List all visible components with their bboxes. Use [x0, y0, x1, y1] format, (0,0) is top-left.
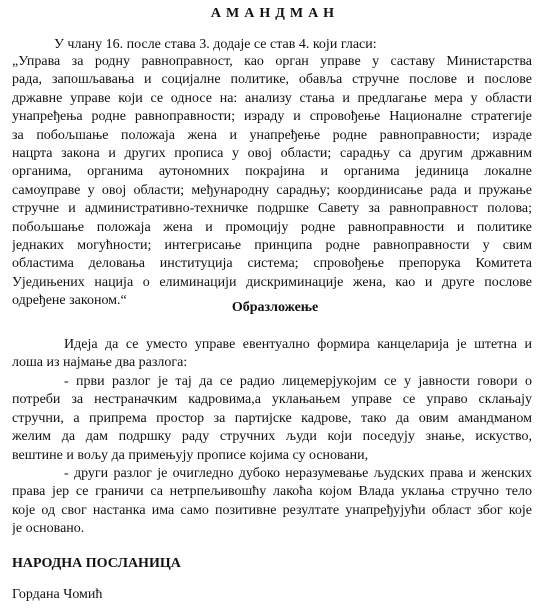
- paragraph-line: - први разлог је тај да се радио лицемерјукојим се у јавности говори о: [64, 374, 532, 389]
- quote-line: Уједињених нација о елиминацији дискриминације жена, као и друге послове: [12, 274, 532, 290]
- signer-name: Гордана Чомић: [12, 587, 103, 602]
- explanation-heading: Образложење: [231, 300, 319, 315]
- quote-line: побољшање положаја жена и промоцију родне равноправности и политике: [12, 219, 532, 235]
- quote-line: самоуправе у овој области; међународну сарадњу; координисање рада и пружање: [12, 182, 532, 198]
- paragraph-line: - други разлог је очигледно дубоко неразумевање људских права и женских: [64, 466, 532, 481]
- quote-line: стручне и административно-техничке подршке Савету за равноправност полова;: [12, 201, 532, 217]
- document-title: АМАНДМАН: [210, 6, 340, 21]
- quote-line: „Управа за родну равноправност, као орган управе у саставу Министарства: [12, 54, 532, 69]
- paragraph-line: је основано.: [12, 521, 85, 537]
- paragraph-line: које од свог настанка има само позитивне резултате унапређујући област због које: [12, 502, 532, 518]
- quote-line: једнаких могућности; интегрисање принципа родне равноправности у свим: [12, 238, 532, 254]
- quote-line: за побољшање положаја жена и унапређење родне равноправности; израде: [12, 127, 532, 143]
- amendment-intro: У члану 16. после става 3. додаје се став 4. који гласи:: [54, 37, 377, 52]
- quote-line: нацрта закона и других прописа у овој области; сарадњу са другим државним: [12, 146, 532, 162]
- quote-line: областима деловања институција система; спровођење препорука Комитета: [12, 256, 532, 272]
- explanation-paragraph-2: [12, 373, 532, 465]
- paragraph-line: лоша из најмање два разлога:: [12, 355, 188, 371]
- quote-line: унапређења родне равноправности; израду и спровођење Националне стратегије: [12, 109, 532, 125]
- quote-line: одређене законом.“: [12, 293, 127, 309]
- explanation-paragraph-1: [12, 336, 532, 373]
- paragraph-line: желим да дам подршку раду стручних људи који поседују знање, искуство,: [12, 429, 532, 445]
- explanation-paragraph-3: [12, 465, 532, 539]
- paragraph-line: права јер се граничи са нетрпељивошћу лакоћа којом Влада уклања стручно тело: [12, 484, 532, 500]
- signer-title: НАРОДНА ПОСЛАНИЦА: [12, 556, 181, 571]
- paragraph-line: стручни, а припрема простор за партијске кадрове, тако да овим амандманом: [12, 410, 532, 426]
- quote-line: рада, запошљавања и социјалне политике, обавља стручне послове и послове: [12, 72, 532, 88]
- paragraph-line: потреби за нестраначким кадровима,а уклањањем управе се управо склањају: [12, 392, 532, 408]
- amendment-quote: [12, 53, 532, 311]
- paragraph-line: Идеја да се уместо управе евентуално формира канцеларија је штетна и: [64, 337, 532, 352]
- quote-line: органима, органима аутономних покрајина и органима јединица локалне: [12, 164, 532, 180]
- quote-line: државне управе који се односе на: анализу стања и предлагање мера у области: [12, 90, 532, 106]
- paragraph-line: вештине и вољу да примењују прописе којима су основани,: [12, 447, 369, 463]
